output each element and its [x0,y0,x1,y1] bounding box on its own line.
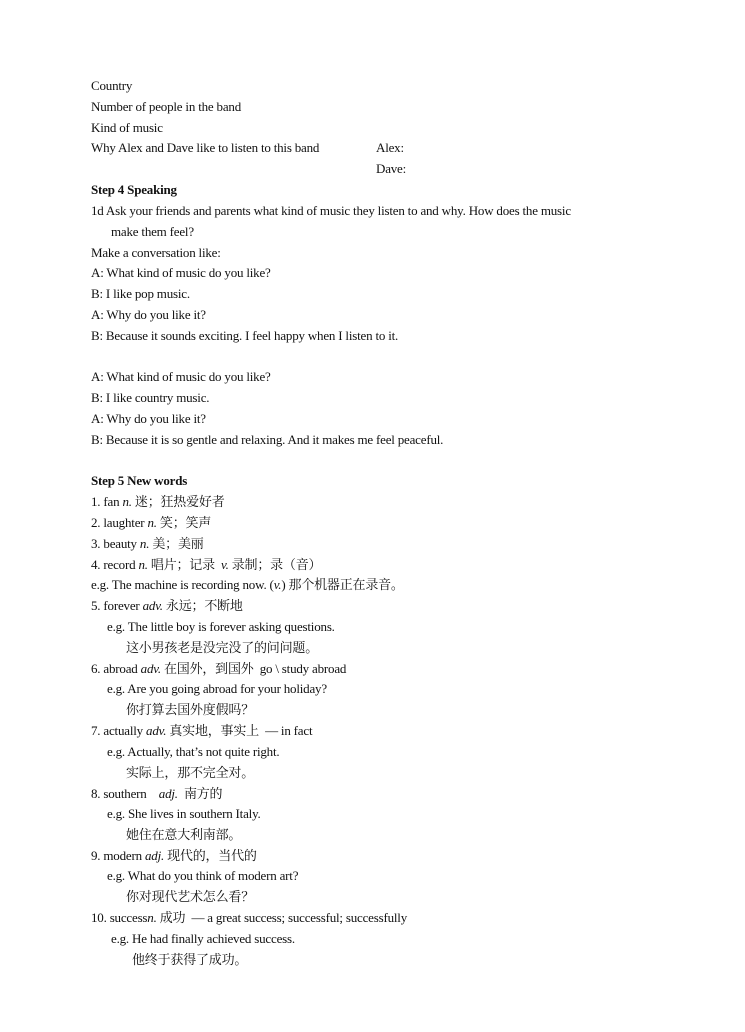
word-meaning: 笑；笑声 [159,515,212,530]
word-term: 9. modern [91,848,142,863]
word-pos: adj. [158,786,178,801]
example-sentence: e.g. The machine is recording now. (v.) 那个机器正在录音。 [91,577,404,592]
word-term: 10. success [91,910,148,925]
table-row-country: Country [91,78,133,93]
example-translation: 你对现代艺术怎么看？ [126,889,255,904]
word-pos: n. [139,536,150,551]
word-meaning: 在国外，到国外 [163,661,254,676]
word-meaning: 唱片；记录 [150,557,215,572]
dialogue1-line: B: Because it sounds exciting. I feel happy when I listen to it. [91,328,399,343]
word-term: 3. beauty [91,536,137,551]
table-value-dave: Dave: [376,161,407,176]
word-pos: n. [138,557,148,572]
table-value-alex: Alex: [376,140,404,155]
step4-heading: Step 4 Speaking [91,182,177,197]
word-term: 8. southern [91,786,147,801]
word-meaning: 永远；不断地 [165,598,243,613]
example-translation: 实际上，那不完全对。 [126,765,255,780]
dialogue2-line: B: Because it is so gentle and relaxing. And it makes me feel peaceful. [91,432,444,447]
word-item [91,598,243,614]
word-item [91,557,321,573]
word-term: 4. record [91,557,136,572]
step4-instruction-line1: 1d Ask your friends and parents what kind of music they listen to and why. How does the music [91,203,571,218]
example-sentence: e.g. Are you going abroad for your holiday? [107,681,327,696]
word-extra: — in fact [265,723,313,738]
dialogue2-line: A: Why do you like it? [91,411,206,426]
example-translation: 你打算去国外度假吗？ [126,702,255,717]
word-pos: n. [122,494,132,509]
word-item [91,910,407,926]
word-pos: adv. [146,723,167,738]
word-term: 5. forever [91,598,140,613]
word-item [91,536,204,552]
example-sentence: e.g. She lives in southern Italy. [107,806,261,821]
example-translation: 他终于获得了成功。 [132,952,248,967]
dialogue2-line: B: I like country music. [91,390,210,405]
word-term: 6. abroad [91,661,138,676]
word-meaning: 美；美丽 [152,536,204,551]
example-sentence: e.g. What do you think of modern art? [107,868,299,883]
word-meaning: 南方的 [183,786,223,801]
example-sentence: e.g. The little boy is forever asking questions. [107,619,335,634]
dialogue2-line: A: What kind of music do you like? [91,369,271,384]
word-meaning: 成功 [159,910,186,925]
word-pos: adj. [144,848,165,863]
word-term: 2. laughter [91,515,145,530]
example-translation: 这小男孩老是没完没了的问问题。 [126,640,319,655]
word-pos: n. [147,515,157,530]
step5-heading: Step 5 New words [91,473,188,488]
table-row-why: Why Alex and Dave like to listen to this band [91,140,320,155]
word-item [91,786,222,802]
word-term: 7. actually [91,723,143,738]
table-row-number: Number of people in the band [91,99,241,114]
step4-instruction-line2: make them feel? [111,224,194,239]
word-pos: adv. [140,661,161,676]
word-item [91,723,312,739]
step4-prompt: Make a conversation like: [91,245,221,260]
word-item [91,848,257,864]
word-extra: go \ study abroad [259,661,347,676]
dialogue1-line: A: Why do you like it? [91,307,206,322]
word-meaning: 真实地，事实上 [169,723,259,738]
word-term: 1. fan [91,494,120,509]
word-pos: v. [221,557,229,572]
example-translation: 她住在意大利南部。 [126,827,242,842]
dialogue1-line: B: I like pop music. [91,286,190,301]
example-sentence: e.g. Actually, that’s not quite right. [107,744,280,759]
dialogue1-line: A: What kind of music do you like? [91,265,271,280]
word-meaning: 现代的，当代的 [167,848,257,863]
word-extra: — a great success; successful; successfully [191,910,408,925]
word-meaning: 录制；录（音） [231,557,322,572]
word-item [91,494,225,510]
word-pos: n. [147,910,157,925]
table-row-kind: Kind of music [91,120,163,135]
example-sentence: e.g. He had finally achieved success. [111,931,295,946]
word-pos: adv. [142,598,163,613]
word-item [91,661,346,677]
word-item [91,515,211,531]
word-meaning: 迷；狂热爱好者 [134,494,225,509]
